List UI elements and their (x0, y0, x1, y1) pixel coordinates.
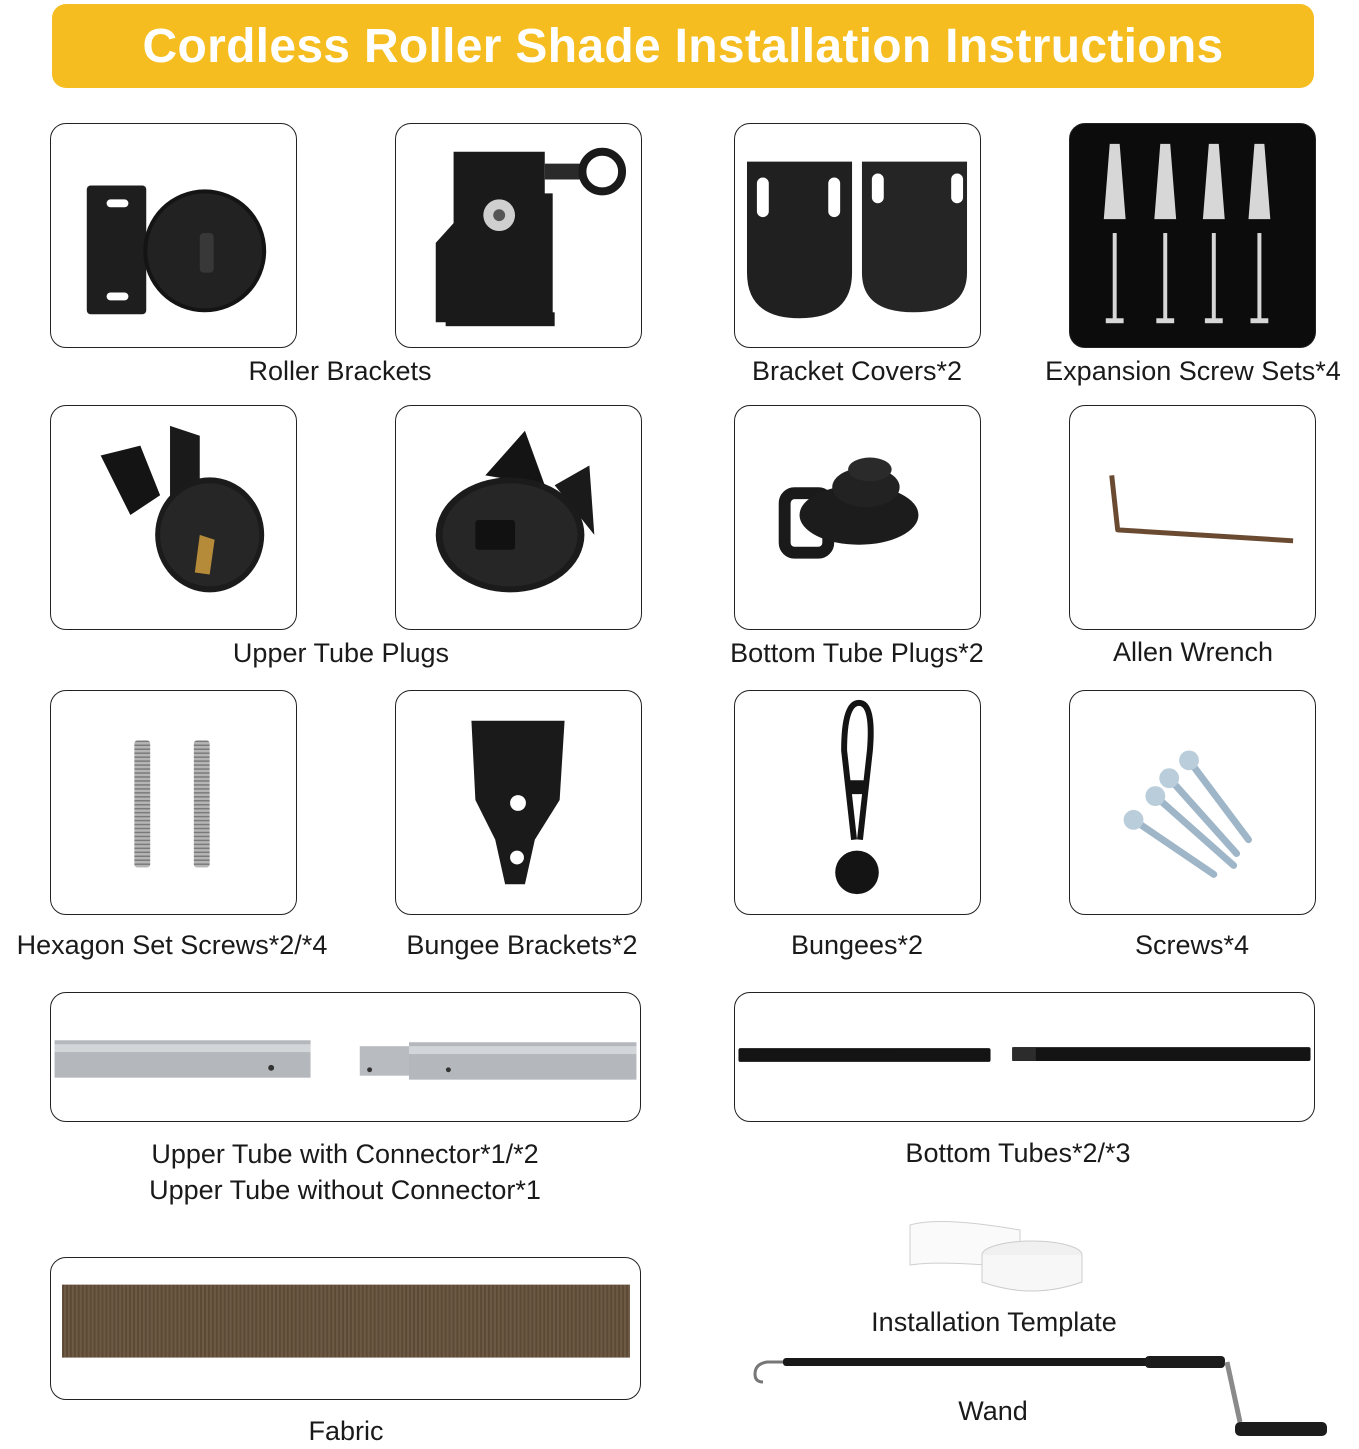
allen-wrench-image (1069, 405, 1316, 630)
bottom-tubes-label: Bottom Tubes*2/*3 (905, 1138, 1131, 1168)
bungee-bracket-image (395, 690, 642, 915)
hexagon-set-screws-image (50, 690, 297, 915)
bungees-label: Bungees*2 (790, 930, 924, 960)
wand-label: Wand (958, 1396, 1028, 1426)
wand-image (745, 1352, 1335, 1447)
page-title: Cordless Roller Shade Installation Instructions (142, 19, 1224, 73)
bottom-tube-plug-image (734, 405, 981, 630)
fabric-label: Fabric (308, 1416, 384, 1446)
upper-tube-with-connector-label: Upper Tube with Connector*1/*2 (151, 1139, 539, 1169)
title-banner (52, 4, 1314, 88)
screws-label: Screws*4 (1134, 930, 1250, 960)
upper-tube-plug-right-image (395, 405, 642, 630)
bungee-brackets-label: Bungee Brackets*2 (406, 930, 638, 960)
roller-bracket-left-image (50, 123, 297, 348)
upper-tube-image (50, 992, 641, 1122)
installation-template-image (900, 1210, 1090, 1310)
roller-bracket-right-image (395, 123, 642, 348)
upper-tube-without-connector-label: Upper Tube without Connector*1 (149, 1175, 541, 1205)
installation-template-label: Installation Template (871, 1307, 1117, 1337)
bottom-tube-plugs-label: Bottom Tube Plugs*2 (730, 638, 984, 668)
expansion-screw-sets-image (1069, 123, 1316, 348)
bracket-covers-image (734, 123, 981, 348)
roller-brackets-label: Roller Brackets (248, 356, 432, 386)
upper-tube-plug-left-image (50, 405, 297, 630)
upper-tube-plugs-label: Upper Tube Plugs (232, 638, 450, 668)
expansion-screw-sets-label: Expansion Screw Sets*4 (1045, 356, 1341, 386)
fabric-image (50, 1257, 641, 1400)
bracket-covers-label: Bracket Covers*2 (751, 356, 963, 386)
bungee-image (734, 690, 981, 915)
hexagon-set-screws-label: Hexagon Set Screws*2/*4 (16, 930, 328, 960)
bottom-tubes-image (734, 992, 1315, 1122)
screws-image (1069, 690, 1316, 915)
allen-wrench-label: Allen Wrench (1112, 637, 1274, 667)
